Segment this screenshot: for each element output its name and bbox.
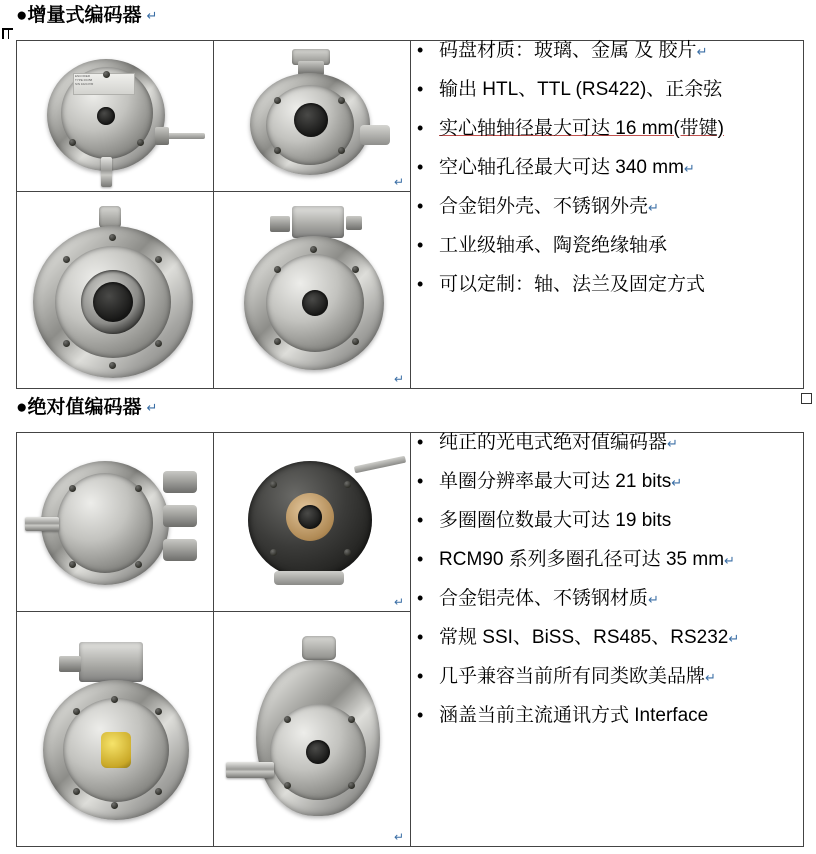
- list-item: • 几乎兼容当前所有同类欧美品牌↵: [411, 667, 803, 686]
- image-cell-absolute-1: [17, 433, 214, 612]
- list-item: • RCM90 系列多圈孔径可达 35 mm↵: [411, 550, 803, 569]
- list-item: • 纯正的光电式绝对值编码器↵: [411, 433, 803, 452]
- features-cell-incremental: [411, 41, 804, 389]
- section-heading-absolute-text: ●绝对值编码器: [16, 397, 142, 418]
- section-heading-absolute: [0, 398, 157, 417]
- absolute-encoder-table: [16, 432, 804, 847]
- image-cell-absolute-2: [214, 433, 411, 612]
- absolute-encoder-hollow-shaft-dark-photo: [214, 433, 410, 611]
- absolute-encoder-multi-connector-photo: [17, 433, 213, 611]
- paragraph-mark: ↵: [393, 175, 404, 189]
- list-item: • 输出 HTL、TTL (RS422)、正余弦: [411, 80, 803, 99]
- section-heading-incremental-text: ●增量式编码器: [16, 5, 142, 26]
- crop-mark-right: [801, 393, 812, 404]
- list-item: • 合金铝外壳、不锈钢外壳↵: [411, 197, 803, 216]
- list-item: • 可以定制：轴、法兰及固定方式: [411, 275, 803, 294]
- list-item: • 工业级轴承、陶瓷绝缘轴承: [411, 236, 803, 255]
- feature-list-incremental: [411, 41, 803, 294]
- list-item: • 实心轴轴径最大可达 16 mm(带键): [411, 119, 803, 138]
- absolute-encoder-stainless-shaft-photo: [214, 612, 410, 846]
- feature-list-absolute: [411, 433, 803, 725]
- list-item: • 合金铝壳体、不锈钢材质↵: [411, 589, 803, 608]
- incremental-encoder-solid-shaft-photo: ENCODER TYPE RCI58 S/N 1024 P/R: [17, 41, 213, 191]
- list-item: • 常规 SSI、BiSS、RS485、RS232↵: [411, 628, 803, 647]
- list-item: • 涵盖当前主流通讯方式 Interface: [411, 706, 803, 725]
- image-cell-absolute-4: [214, 612, 411, 847]
- list-item: • 多圈圈位数最大可达 19 bits: [411, 511, 803, 530]
- image-cell-incremental-3: [17, 192, 214, 389]
- list-item: • 单圈分辨率最大可达 21 bits↵: [411, 472, 803, 491]
- incremental-encoder-flange-connector-photo: [214, 192, 410, 388]
- image-cell-incremental-1: [17, 41, 214, 192]
- incremental-encoder-large-bore-photo: [17, 192, 213, 388]
- crop-mark-top-left: [2, 28, 13, 39]
- image-cell-absolute-3: [17, 612, 214, 847]
- incremental-encoder-table: [16, 40, 804, 389]
- paragraph-mark: ↵: [146, 400, 158, 415]
- image-cell-incremental-4: [214, 192, 411, 389]
- paragraph-mark: ↵: [393, 595, 404, 609]
- list-item: • 码盘材质：玻璃、金属 及 胶片↵: [411, 41, 803, 60]
- section-heading-incremental: [0, 6, 157, 25]
- incremental-encoder-hollow-shaft-clamp-photo: [214, 41, 410, 191]
- paragraph-mark: ↵: [393, 830, 404, 844]
- paragraph-mark: ↵: [393, 372, 404, 386]
- features-cell-absolute: [411, 433, 804, 847]
- image-cell-incremental-2: [214, 41, 411, 192]
- absolute-encoder-box-connector-photo: [17, 612, 213, 846]
- paragraph-mark: ↵: [146, 8, 158, 23]
- list-item: • 空心轴孔径最大可达 340 mm↵: [411, 158, 803, 177]
